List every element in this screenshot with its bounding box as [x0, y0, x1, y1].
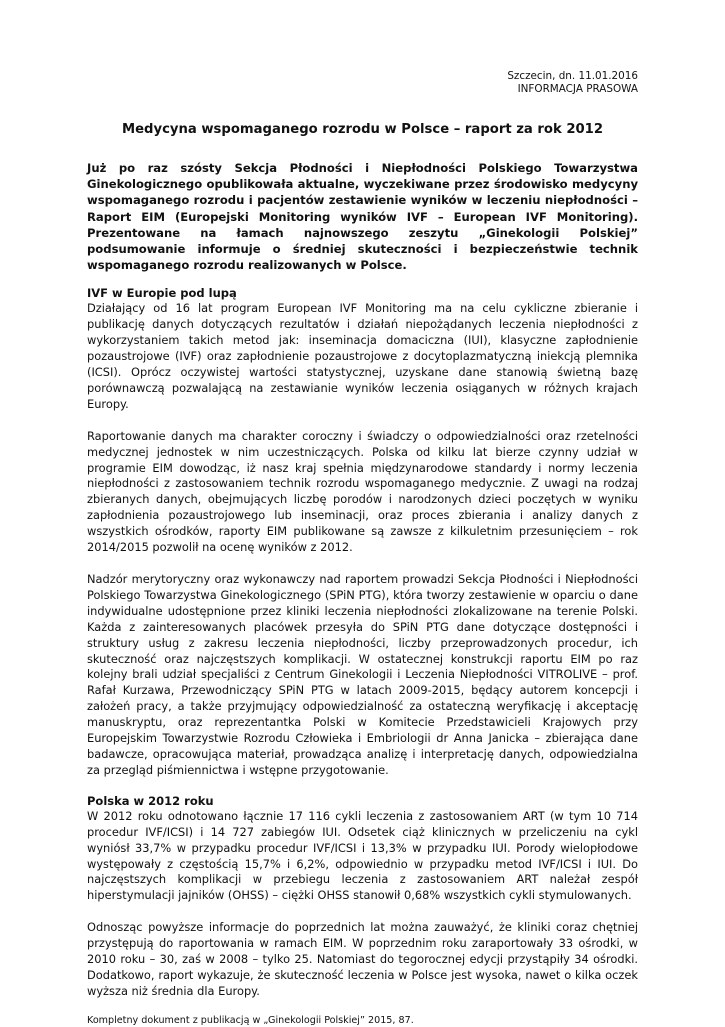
place-date: Szczecin, dn. 11.01.2016 [507, 70, 638, 82]
page-title: Medycyna wspomaganego rozrodu w Polsce – raport za rok 2012 [121, 122, 604, 137]
section2-paragraph-1: W 2012 roku odnotowano łącznie 17 116 cykli leczenia z zastosowaniem ART (w tym 10 714 procedur IVF/ICSI) i 14 727 zabiegów IUI. Odsetek ciąż klinicznych w przeliczeniu na cykl wyniósł 33,7% w przypadku procedur IVF/ICSI i 13,3% w przypadku IUI. Porody wielopłodowe występowały z częstością 15,7% i 6,2%, odpowiednio w przypadku metod IVF/ICSI i IUI. Do najczęstszych komplikacji w przebiegu leczenia z zastosowaniem ART należał zespół hiperstymulacji jajników (OHSS) – ciężki OHSS stanowił 0,68% wszystkich cykli stymulowanych. [87, 808, 638, 903]
lead-paragraph: Już po raz szósty Sekcja Płodności i Niepłodności Polskiego Towarzystwa Ginekologicznego opublikowała aktualne, wyczekiwane przez środowisko medycyny wspomaganego rozrodu i pacjentów zestawienie wyników w leczeniu niepłodności – Raport EIM (Europejski Monitoring wyników IVF – European IVF Monitoring). Prezentowane na łamach najnowszego zeszytu „Ginekologii Polskiej” podsumowanie informuje o średniej skuteczności i bezpieczeństwie technik wspomaganego rozrodu realizowanych w Polsce. [87, 161, 638, 273]
section-heading-ivf-europe: IVF w Europie pod lupą [87, 286, 237, 301]
section1-paragraph-3: Nadzór merytoryczny oraz wykonawczy nad raportem prowadzi Sekcja Płodności i Niepłodności Polskiego Towarzystwa Ginekologicznego (SPiN PTG), która tworzy zestawienie w oparciu o dane indywidualne udostępnione przez kliniki leczenia niepłodności zlokalizowane na terenie Polski. Każda z zainteresowanych placówek przesyła do SPiN PTG dane dotyczące dostępności i struktury usług z zakresu leczenia niepłodności, liczby przeprowadzonych procedur, ich skuteczność oraz najczęstszych komplikacji. W ostatecznej konstrukcji raportu EIM po raz kolejny brali udział specjaliści z Centrum Ginekologii i Leczenia Niepłodności VITROLIVE – prof. Rafał Kurzawa, Przewodniczący SPiN PTG w latach 2009-2015, będący autorem koncepcji i założeń pracy, a także przyjmujący odpowiedzialność za ostateczną weryfikację i akceptację manuskryptu, oraz reprezentantka Polski w Komitecie Przedstawicieli Krajowych przy Europejskim Towarzystwie Rozrodu Człowieka i Embriologii dr Anna Janicka – zbierająca dane badawcze, opracowująca materiał, prowadząca analizę i interpretację danych, odpowiedzialna za przegląd piśmiennictwa i wstępne przygotowanie. [87, 572, 638, 777]
document-header [87, 70, 638, 96]
section1-paragraph-1: Działający od 16 lat program European IVF Monitoring ma na celu cykliczne zbieranie i publikację danych dotyczących rezultatów i działań niepożądanych leczenia niepłodności z wykorzystaniem takich metod jak: inseminacja domaciczna (IUI), klasyczne zapłodnienie pozaustrojowe (IVF) oraz zapłodnienie pozaustrojowe z docytoplazmatyczną iniekcją plemnika (ICSI). Oprócz oczywistej wartości statystycznej, uzyskane dane stanowią świetną bazę porównawczą pozwalającą na zestawianie wyników leczenia osiąganych w różnych krajach Europy. [87, 301, 638, 411]
press-release-label: INFORMACJA PRASOWA [517, 83, 638, 95]
section-heading-poland-2012: Polska w 2012 roku [87, 793, 214, 808]
section2-paragraph-2: Odnosząc powyższe informacje do poprzednich lat można zauważyć, że kliniki coraz chętniej przystępują do raportowania w ramach EIM. W poprzednim roku zaraportowały 33 ośrodki, w 2010 roku – 30, zaś w 2008 – tylko 25. Natomiast do tegorocznej edycji przystąpiły 34 ośrodki. Dodatkowo, raport wykazuje, że skuteczność leczenia w Polsce jest wysoka, nawet o kilka oczek wyższa niż średnia dla Europy. [87, 920, 638, 998]
footnote: Kompletny dokument z publikacją w „Ginekologii Polskiej” 2015, 87. [87, 1014, 414, 1026]
section1-paragraph-2: Raportowanie danych ma charakter coroczny i świadczy o odpowiedzialności oraz rzetelności medycznej jednostek w nim uczestniczących. Polska od kilku lat bierze czynny udział w programie EIM dowodząc, iż nasz kraj spełnia międzynarodowe standardy i normy leczenia niepłodności z zastosowaniem technik rozrodu wspomaganego medycznie. Z uwagi na rodzaj zbieranych danych, obejmujących liczbę porodów i narodzonych dzieci poczętych w wyniku zapłodnienia pozaustrojowego lub inseminacji, oraz proces zbierania i analizy danych z wszystkich ośrodków, raporty EIM publikowane są zawsze z kilkuletnim przesunięciem – rok 2014/2015 pozwolił na ocenę wyników z 2012. [87, 428, 638, 555]
